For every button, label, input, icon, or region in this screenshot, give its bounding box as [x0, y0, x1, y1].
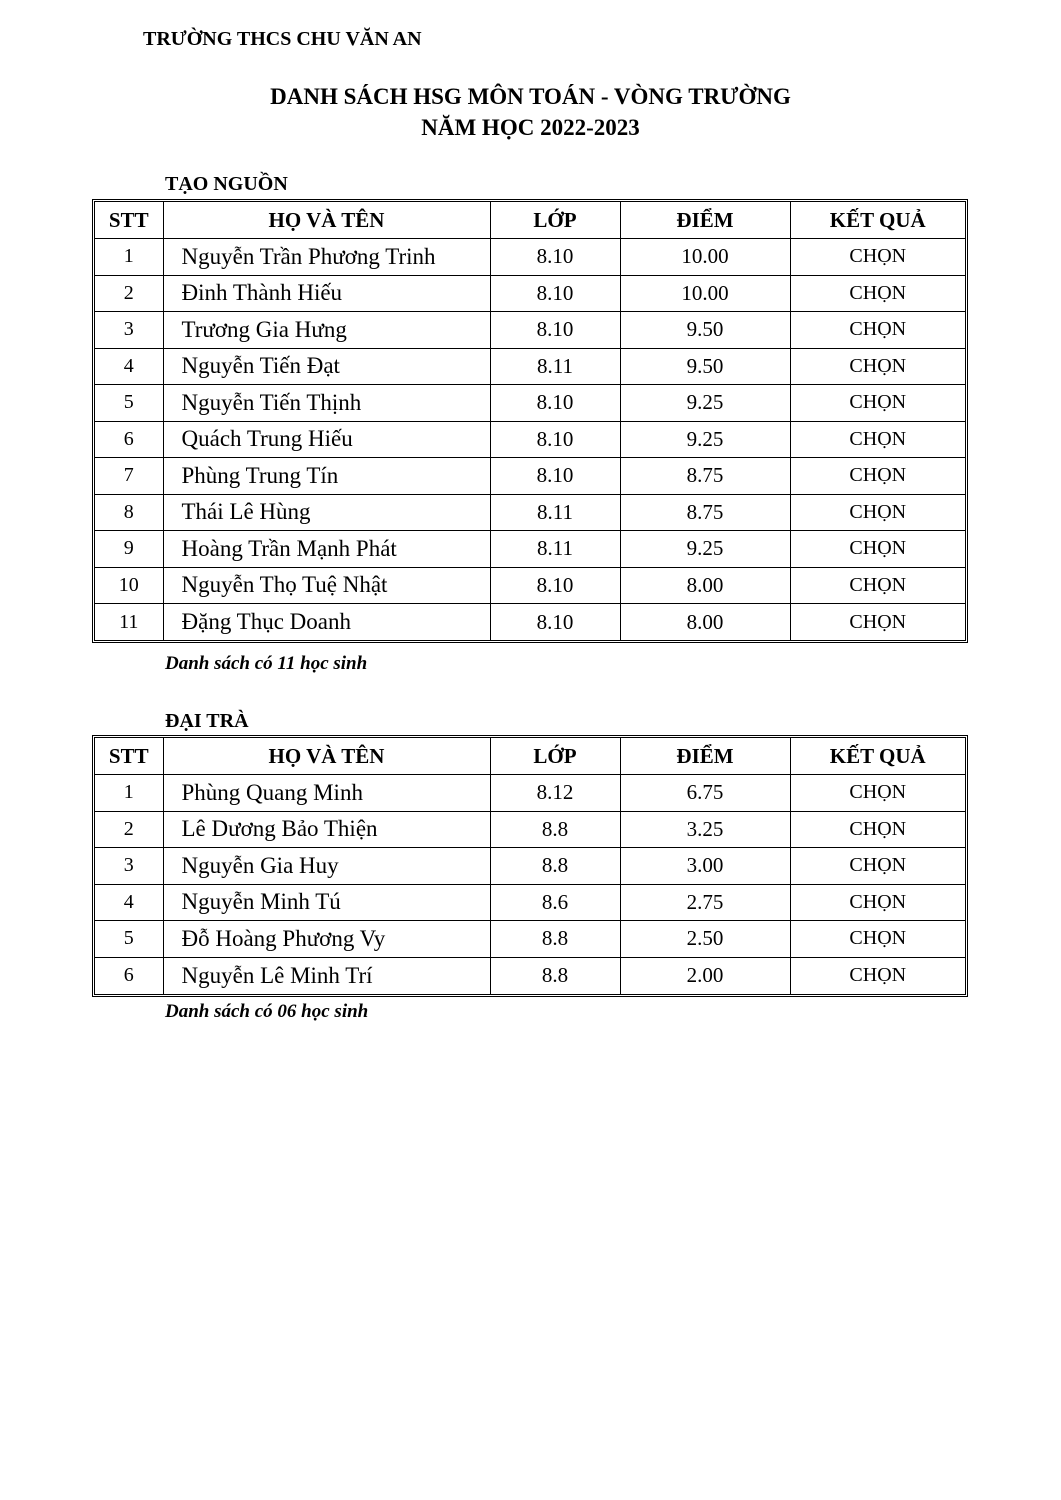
header-class: LỚP — [490, 202, 620, 239]
result-cell: CHỌN — [790, 239, 965, 276]
result-cell: CHỌN — [790, 531, 965, 568]
header-result: KẾT QUẢ — [790, 738, 965, 775]
table-row — [95, 531, 965, 568]
header-result: KẾT QUẢ — [790, 202, 965, 239]
table-row — [95, 775, 965, 812]
stt-cell: 1 — [95, 775, 163, 812]
result-cell: CHỌN — [790, 775, 965, 812]
score-cell: 2.50 — [620, 921, 790, 958]
student-name-cell: Nguyễn Thọ Tuệ Nhật — [163, 567, 490, 604]
result-cell: CHỌN — [790, 811, 965, 848]
class-cell: 8.8 — [490, 811, 620, 848]
student-name-cell: Quách Trung Hiếu — [163, 421, 490, 458]
stt-cell: 2 — [95, 811, 163, 848]
section-label-dai-tra: ĐẠI TRÀ — [165, 710, 249, 732]
result-cell: CHỌN — [790, 604, 965, 641]
header-score: ĐIỂM — [620, 738, 790, 775]
stt-cell: 3 — [95, 848, 163, 885]
score-cell: 9.50 — [620, 312, 790, 349]
student-name-cell: Nguyễn Minh Tú — [163, 884, 490, 921]
header-score: ĐIỂM — [620, 202, 790, 239]
stt-cell: 9 — [95, 531, 163, 568]
student-name-cell: Nguyễn Tiến Đạt — [163, 348, 490, 385]
score-cell: 2.00 — [620, 957, 790, 994]
score-cell: 8.00 — [620, 567, 790, 604]
stt-cell: 8 — [95, 494, 163, 531]
class-cell: 8.8 — [490, 957, 620, 994]
class-cell: 8.10 — [490, 385, 620, 422]
class-cell: 8.12 — [490, 775, 620, 812]
class-cell: 8.11 — [490, 348, 620, 385]
student-name-cell: Đỗ Hoàng Phương Vy — [163, 921, 490, 958]
student-name-cell: Phùng Quang Minh — [163, 775, 490, 812]
table-header-row — [95, 202, 965, 239]
table-row — [95, 811, 965, 848]
score-cell: 10.00 — [620, 239, 790, 276]
stt-cell: 10 — [95, 567, 163, 604]
class-cell: 8.8 — [490, 921, 620, 958]
table-row — [95, 348, 965, 385]
stt-cell: 4 — [95, 348, 163, 385]
table-row — [95, 957, 965, 994]
score-cell: 9.25 — [620, 531, 790, 568]
score-cell: 3.00 — [620, 848, 790, 885]
score-cell: 10.00 — [620, 275, 790, 312]
score-cell: 2.75 — [620, 884, 790, 921]
result-cell: CHỌN — [790, 312, 965, 349]
table-row — [95, 604, 965, 641]
student-name-cell: Đặng Thục Doanh — [163, 604, 490, 641]
result-cell: CHỌN — [790, 458, 965, 495]
stt-cell: 6 — [95, 957, 163, 994]
class-cell: 8.11 — [490, 494, 620, 531]
table-row — [95, 884, 965, 921]
stt-cell: 5 — [95, 921, 163, 958]
table-row — [95, 385, 965, 422]
stt-cell: 4 — [95, 884, 163, 921]
result-cell: CHỌN — [790, 921, 965, 958]
school-year: NĂM HỌC 2022-2023 — [421, 115, 640, 140]
score-cell: 9.50 — [620, 348, 790, 385]
score-cell: 8.75 — [620, 494, 790, 531]
section-label-tao-nguon: TẠO NGUỒN — [165, 173, 288, 195]
result-cell: CHỌN — [790, 494, 965, 531]
student-name-cell: Thái Lê Hùng — [163, 494, 490, 531]
result-cell: CHỌN — [790, 385, 965, 422]
result-cell: CHỌN — [790, 848, 965, 885]
score-cell: 6.75 — [620, 775, 790, 812]
class-cell: 8.10 — [490, 275, 620, 312]
stt-cell: 11 — [95, 604, 163, 641]
class-cell: 8.10 — [490, 604, 620, 641]
result-cell: CHỌN — [790, 348, 965, 385]
score-cell: 9.25 — [620, 385, 790, 422]
student-name-cell: Lê Dương Bảo Thiện — [163, 811, 490, 848]
student-name-cell: Hoàng Trần Mạnh Phát — [163, 531, 490, 568]
table-row — [95, 848, 965, 885]
stt-cell: 5 — [95, 385, 163, 422]
table-row — [95, 421, 965, 458]
class-cell: 8.10 — [490, 312, 620, 349]
result-cell: CHỌN — [790, 421, 965, 458]
student-name-cell: Nguyễn Gia Huy — [163, 848, 490, 885]
table-row — [95, 458, 965, 495]
class-cell: 8.10 — [490, 567, 620, 604]
stt-cell: 7 — [95, 458, 163, 495]
student-name-cell: Trương Gia Hưng — [163, 312, 490, 349]
class-cell: 8.10 — [490, 458, 620, 495]
table-row — [95, 239, 965, 276]
class-cell: 8.11 — [490, 531, 620, 568]
stt-cell: 1 — [95, 239, 163, 276]
student-name-cell: Phùng Trung Tín — [163, 458, 490, 495]
table-row — [95, 494, 965, 531]
table-row — [95, 275, 965, 312]
stt-cell: 3 — [95, 312, 163, 349]
stt-cell: 6 — [95, 421, 163, 458]
student-name-cell: Nguyễn Lê Minh Trí — [163, 957, 490, 994]
document-title: DANH SÁCH HSG MÔN TOÁN - VÒNG TRƯỜNG — [270, 84, 791, 109]
table-row — [95, 567, 965, 604]
class-cell: 8.6 — [490, 884, 620, 921]
header-stt: STT — [95, 202, 163, 239]
list-count-note: Danh sách có 11 học sinh — [165, 653, 368, 674]
result-cell: CHỌN — [790, 567, 965, 604]
table-row — [95, 921, 965, 958]
list-count-note: Danh sách có 06 học sinh — [165, 1001, 369, 1022]
score-cell: 3.25 — [620, 811, 790, 848]
class-cell: 8.10 — [490, 421, 620, 458]
result-cell: CHỌN — [790, 275, 965, 312]
header-stt: STT — [95, 738, 163, 775]
header-name: HỌ VÀ TÊN — [163, 202, 490, 239]
table-dai-tra — [92, 735, 968, 997]
class-cell: 8.10 — [490, 239, 620, 276]
student-name-cell: Nguyễn Tiến Thịnh — [163, 385, 490, 422]
table-tao-nguon — [92, 199, 968, 643]
student-name-cell: Nguyễn Trần Phương Trinh — [163, 239, 490, 276]
stt-cell: 2 — [95, 275, 163, 312]
score-cell: 8.00 — [620, 604, 790, 641]
header-name: HỌ VÀ TÊN — [163, 738, 490, 775]
table-row — [95, 312, 965, 349]
header-class: LỚP — [490, 738, 620, 775]
result-cell: CHỌN — [790, 957, 965, 994]
school-name: TRƯỜNG THCS CHU VĂN AN — [143, 28, 422, 50]
result-cell: CHỌN — [790, 884, 965, 921]
class-cell: 8.8 — [490, 848, 620, 885]
score-cell: 8.75 — [620, 458, 790, 495]
score-cell: 9.25 — [620, 421, 790, 458]
table-header-row — [95, 738, 965, 775]
student-name-cell: Đinh Thành Hiếu — [163, 275, 490, 312]
